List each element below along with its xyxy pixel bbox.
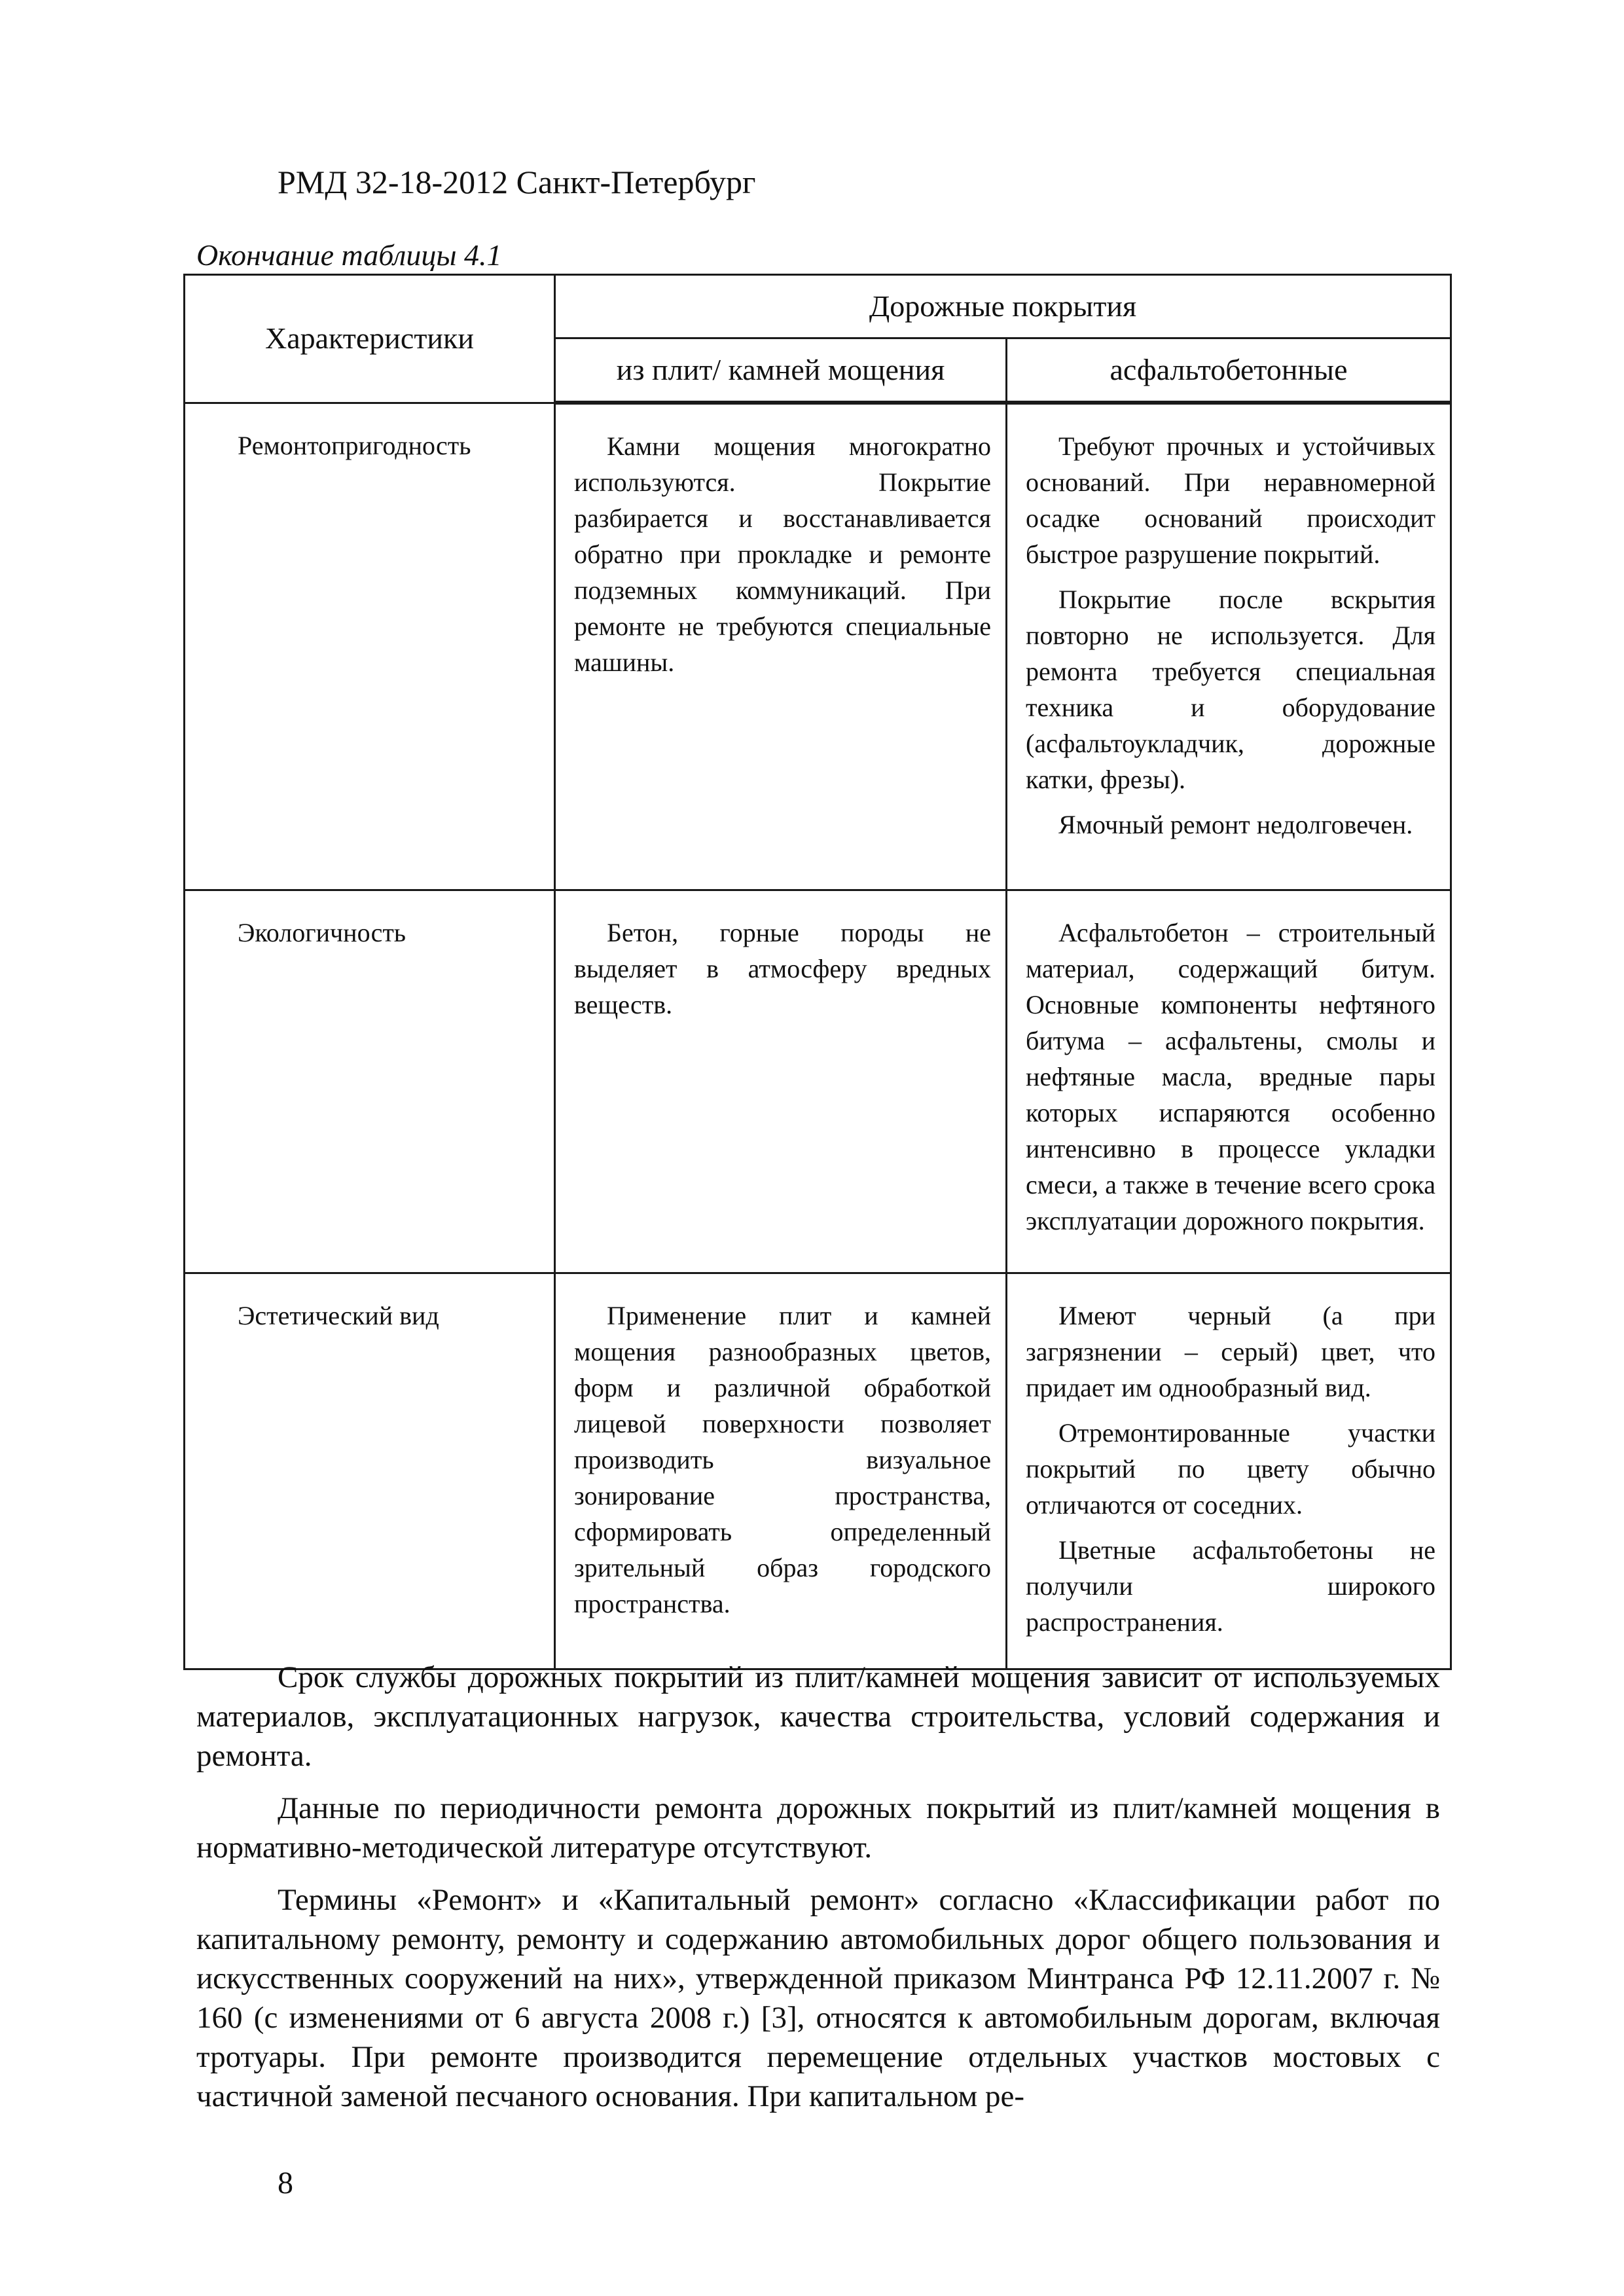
header-characteristics: Характеристики	[185, 275, 555, 403]
asphalt-cell	[1007, 1273, 1451, 1669]
row-label: Эстетический вид	[185, 1273, 555, 1669]
header-asphalt: асфальтобетонные	[1007, 338, 1451, 403]
running-header: РМД 32-18-2012 Санкт-Петербург	[278, 164, 756, 200]
asphalt-cell	[1007, 403, 1451, 890]
body-paragraph: Срок службы дорожных покрытий из плит/камней мощения зависит от используемых материалов, эксплуатационных нагрузок, качества строительства, условий содержания и ремонта.	[196, 1660, 1440, 1773]
stone-cell	[555, 403, 1007, 890]
road-surfaces-table	[183, 274, 1452, 1670]
table-row	[185, 403, 1451, 890]
cell-paragraph: Отремонтированные участки покрытий по цвету обычно отличаются от соседних.	[1026, 1418, 1435, 1520]
header-stone-paving: из плит/ камней мощения	[555, 338, 1007, 403]
cell-paragraph: Асфальтобетон – строительный материал, содержащий битум. Основные компоненты нефтяного битума – асфальтены, смолы и нефтяные масла, вредные пары которых испаряются особенно интенсивно в процессе укладки смеси, а также в течение всего срока эксплуатации дорожного покрытия.	[1026, 918, 1435, 1235]
asphalt-cell	[1007, 890, 1451, 1273]
table-container	[183, 274, 1450, 1670]
cell-paragraph: Бетон, горные породы не выделяет в атмосферу вредных веществ.	[574, 918, 991, 1019]
cell-paragraph: Покрытие после вскрытия повторно не используется. Для ремонта требуется специальная техника и оборудование (асфальтоукладчик, дорожные катки, фрезы).	[1026, 585, 1435, 794]
cell-paragraph: Применение плит и камней мощения разнообразных цветов, форм и различной обработкой лицевой поверхности позволяет производить визуальное зонирование пространства, сформировать определенный зрительный образ городского пространства.	[574, 1301, 991, 1618]
table-row	[185, 1273, 1451, 1669]
stone-cell	[555, 890, 1007, 1273]
row-label: Ремонтопригодность	[185, 403, 555, 890]
stone-cell	[555, 1273, 1007, 1669]
cell-paragraph: Требуют прочных и устойчивых оснований. При неравномерной осадке оснований происходит быстрое разрушение покрытий.	[1026, 431, 1435, 569]
body-paragraph: Данные по периодичности ремонта дорожных покрытий из плит/камней мощения в нормативно-методической литературе отсутствуют.	[196, 1791, 1440, 1865]
cell-paragraph: Цветные асфальтобетоны не получили широкого распространения.	[1026, 1535, 1435, 1637]
page-number: 8	[278, 2166, 293, 2200]
table-caption: Окончание таблицы 4.1	[196, 238, 502, 272]
row-label: Экологичность	[185, 890, 555, 1273]
table-row	[185, 890, 1451, 1273]
cell-paragraph: Ямочный ремонт недолговечен.	[1058, 810, 1413, 839]
body-text	[196, 1658, 1440, 2129]
cell-paragraph: Камни мощения многократно используются. Покрытие разбирается и восстанавливается обратно при прокладке и ремонте подземных коммуникаций. При ремонте не требуются специальные машины.	[574, 431, 991, 677]
cell-paragraph: Имеют черный (а при загрязнении – серый) цвет, что придает им однообразный вид.	[1026, 1301, 1435, 1402]
header-road-surfaces: Дорожные покрытия	[555, 275, 1451, 338]
body-paragraph: Термины «Ремонт» и «Капитальный ремонт» согласно «Классификации работ по капитальному ремонту, ремонту и содержанию автомобильных дорог общего пользования и искусственных сооружений на них», утвержденной приказом Минтранса РФ 12.11.2007 г. № 160 (с изменениями от 6 августа 2008 г.) [3], относятся к автомобильным дорогам, включая тротуары. При ремонте производится перемещение отдельных участков мостовых с частичной заменой песчаного основания. При капитальном ре-	[196, 1883, 1440, 2113]
